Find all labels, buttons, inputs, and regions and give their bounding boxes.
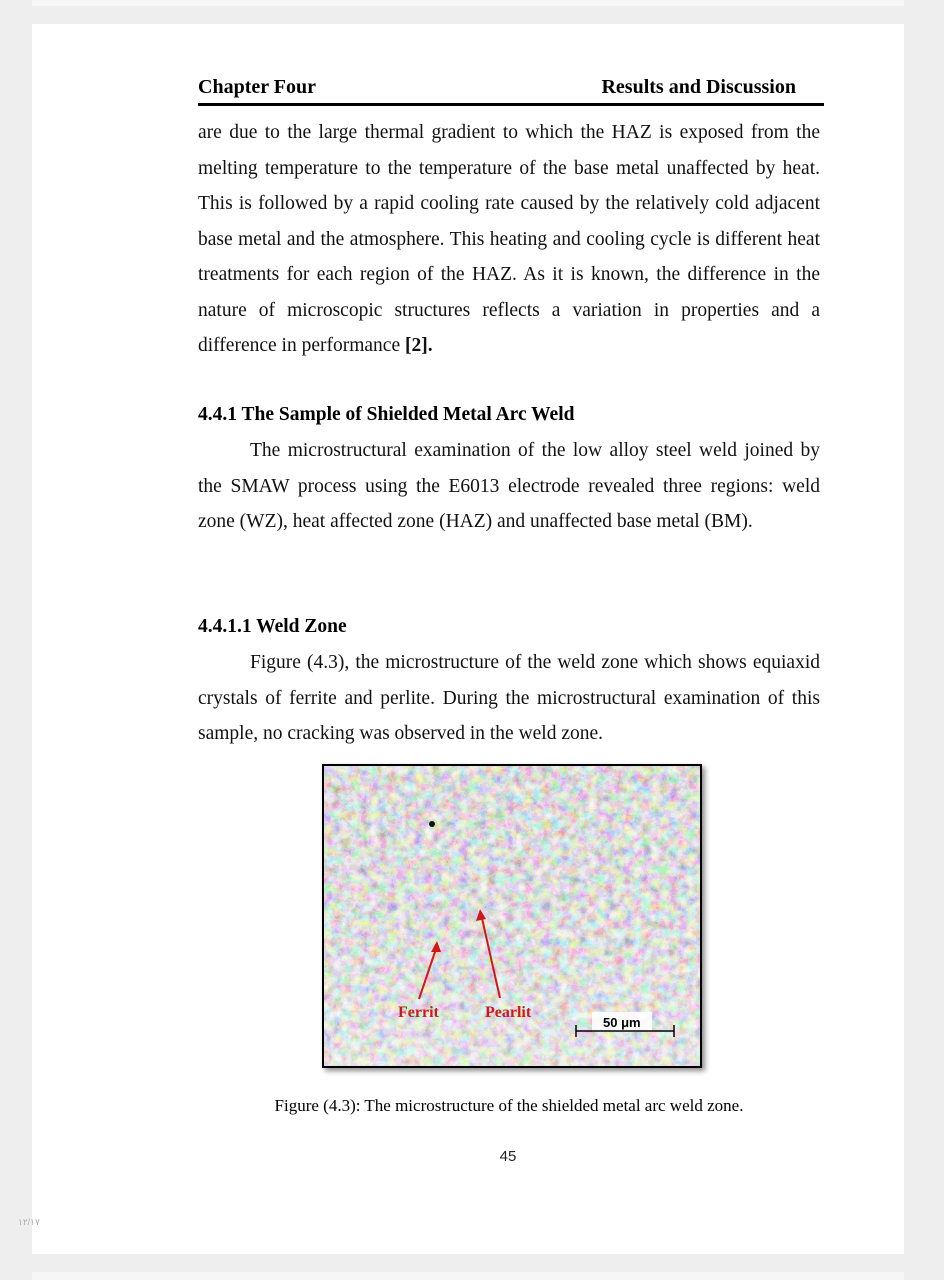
section-4411-paragraph: Figure (4.3), the microstructure of the weld zone which shows equiaxid crystals of ferrite and perlite. During the microstructural examination of this sample, no cracking was observed in the weld zone. [198,652,820,744]
document-page [32,24,904,1254]
section-heading-4411: 4.4.1.1 Weld Zone [198,616,347,637]
section-441-paragraph: The microstructural examination of the low alloy steel weld joined by the SMAW process using the E6013 electrode revealed three regions: weld zone (WZ), heat affected zone (HAZ) and unaffected base metal (BM). [198,440,820,532]
reference-citation: [2]. [404,335,433,356]
page-number: 45 [499,1148,517,1165]
micrograph-image [324,766,700,1066]
chapter-title: Chapter Four [198,76,316,98]
figure-caption: Figure (4.3): The microstructure of the shielded metal arc weld zone. [274,1096,744,1115]
scale-bar-label: 50 μm [603,1015,641,1030]
microstructure-figure [322,764,702,1068]
inclusion-dot [429,821,435,827]
ferrite-label: Ferrit [398,1004,439,1021]
paragraph-1 [198,115,820,364]
section-title: Results and Discussion [601,76,796,98]
paragraph-1-text: are due to the large thermal gradient to which the HAZ is exposed from the melting temperature to the temperature of the base metal unaffected by heat. This is followed by a rapid cooling rate caused by the relatively cold adjacent base metal and the atmosphere. This heating and cooling cycle is different heat treatments for each region of the HAZ. As it is known, the difference in the nature of microscopic structures reflects a variation in properties and a difference in performance [198,122,820,356]
top-page-edge [32,0,904,6]
page-header [198,76,824,106]
corner-page-mark: ١٢/١٧ [18,1217,40,1227]
bottom-page-edge [32,1272,904,1280]
pearlite-label: Pearlit [485,1004,532,1021]
section-heading-441: 4.4.1 The Sample of Shielded Metal Arc Weld [198,404,575,425]
